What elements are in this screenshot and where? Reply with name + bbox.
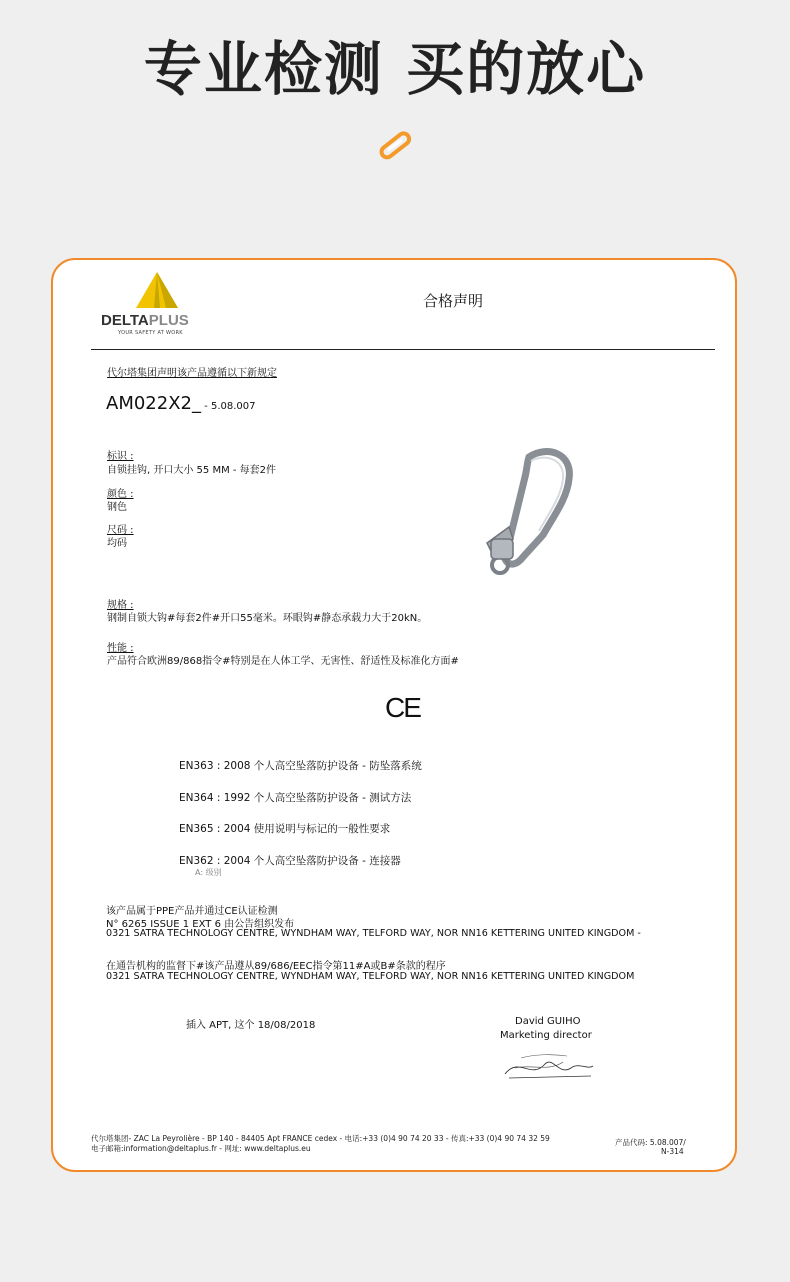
link-chain-icon	[376, 128, 414, 162]
field-label-performance: 性能 :	[107, 643, 134, 654]
supervision-line-1: 在通告机构的监督下#该产品遵从89/686/EEC指令第11#A或B#条款的程序	[106, 961, 446, 972]
page-headline: 专业检测 买的放心	[143, 35, 647, 103]
product-code-label: 产品代码: 5.08.007/	[615, 1138, 686, 1147]
field-value-spec: 钢制自锁大钩#每套2件#开口55毫米。环眼钩#静态承载力大于20kN。	[107, 613, 428, 624]
logo-triangle-icon	[136, 272, 178, 310]
field-value-size: 均码	[107, 538, 127, 549]
standard-class-note: A: 级别	[195, 868, 222, 877]
signer-name: David GUIHO	[515, 1016, 581, 1027]
footer-contact: 电子邮箱:information@deltaplus.fr - 网址: www.deltaplus.eu	[91, 1144, 311, 1153]
field-value-color: 钢色	[107, 502, 127, 513]
ce-mark: CE	[385, 692, 420, 723]
standard-en362: EN362 : 2004 个人高空坠落防护设备 - 连接器	[179, 855, 401, 867]
snap-hook-image	[469, 447, 579, 579]
declaration-text: 代尔塔集团声明该产品遵循以下新规定	[107, 368, 277, 379]
field-label-size: 尺码 :	[107, 525, 134, 536]
standard-en365: EN365 : 2004 使用说明与标记的一般性要求	[179, 823, 391, 835]
logo-word-plus: PLUS	[148, 312, 189, 329]
field-label-marking: 标识 :	[107, 451, 134, 462]
cert-line-1: 该产品属于PPE产品并通过CE认证检测	[106, 906, 278, 917]
product-code-suffix: - 5.08.007	[200, 401, 256, 412]
product-code-main: AM022X2_	[106, 393, 201, 414]
field-label-color: 颜色 :	[107, 489, 134, 500]
field-value-marking: 自锁挂钩, 开口大小 55 MM - 每套2件	[107, 465, 277, 476]
signer-title: Marketing director	[500, 1030, 592, 1041]
supervision-line-2: 0321 SATRA TECHNOLOGY CENTRE, WYNDHAM WAY, TELFORD WAY, NOR NN16 KETTERING UNITED KINGDOM	[106, 971, 635, 982]
standard-en364: EN364 : 1992 个人高空坠落防护设备 - 测试方法	[179, 792, 412, 804]
product-code	[106, 393, 255, 414]
field-value-performance: 产品符合欧洲89/868指令#特别是在人体工学、无害性、舒适性及标准化方面#	[107, 656, 459, 667]
standard-en363: EN363 : 2008 个人高空坠落防护设备 - 防坠落系统	[179, 760, 422, 772]
logo-word-delta: DELTA	[101, 312, 149, 329]
document-title: 合格声明	[423, 292, 484, 310]
header-divider	[91, 349, 715, 350]
logo-tagline: YOUR SAFETY AT WORK	[118, 330, 183, 336]
product-code-suffix-line: N-314	[661, 1147, 684, 1156]
place-date: 插入 APT, 这个 18/08/2018	[186, 1020, 316, 1031]
signature-image	[501, 1050, 597, 1084]
deltaplus-logo	[101, 272, 221, 334]
cert-line-3: 0321 SATRA TECHNOLOGY CENTRE, WYNDHAM WAY, TELFORD WAY, NOR NN16 KETTERING UNITED KINGDOM -	[106, 928, 641, 939]
certificate-card	[51, 258, 737, 1172]
field-label-spec: 规格 :	[107, 600, 134, 611]
footer-address: 代尔塔集团- ZAC La Peyrolière - BP 140 - 84405 Apt FRANCE cedex - 电话:+33 (0)4 90 74 20 33 - 传真:+33 (0)4 90 74 32 59	[91, 1134, 550, 1143]
cert-line-2: N° 6265 ISSUE 1 EXT 6 由公告组织发布	[106, 919, 295, 930]
